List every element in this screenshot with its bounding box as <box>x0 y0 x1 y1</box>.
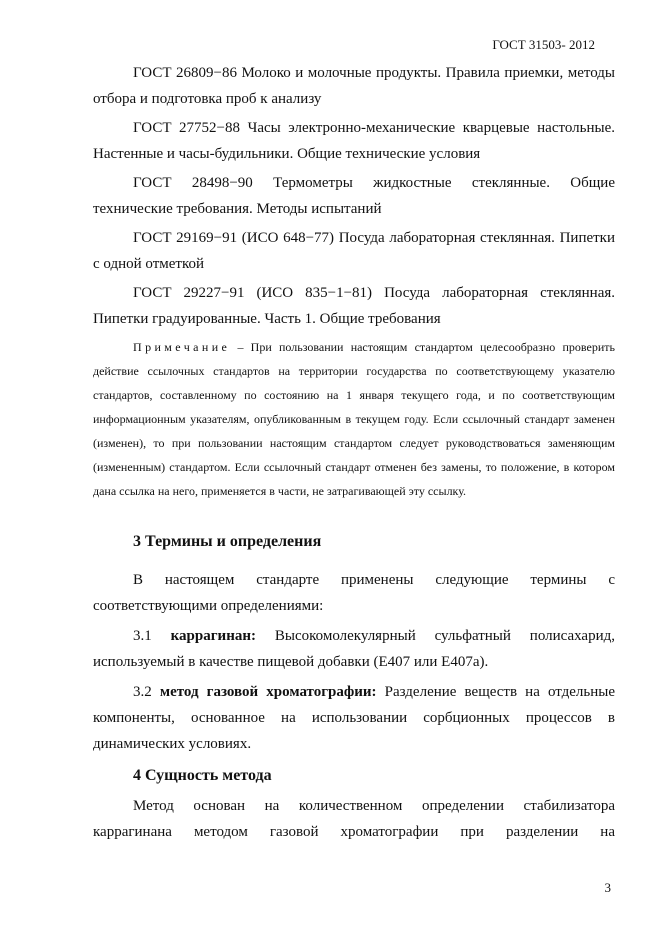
ref-item: ГОСТ 29227−91 (ИСО 835−1−81) Посуда лабораторная стеклянная. Пипетки градуированные. Часть 1. Общие требования <box>93 285 615 327</box>
section3-heading: 3 Термины и определения <box>133 533 322 550</box>
note <box>93 335 615 503</box>
page-number: 3 <box>604 880 611 895</box>
note-text: – При пользовании настоящим стандартом целесообразно проверить действие ссылочных стандартов на территории государства по соответствующему указателю стандартов, составленному по состоянию на 1 января текущего года, и по соответствующим информационным указателям, опубликованным в текущем году. Если ссылочный стандарт заменен (изменен), то при пользовании настоящим стандартом следует руководствоваться заменяющим (измененным) стандартом. Если ссылочный стандарт отменен без замены, то положение, в котором дана ссылка на него, применяется в части, не затрагивающей эту ссылку. <box>93 340 615 498</box>
header-code: ГОСТ 31503- 2012 <box>492 37 595 52</box>
term-item: 3.1 каррагинан: Высокомолекулярный сульфатный полисахарид, используемый в качестве пищевой добавки (Е407 или Е407а). <box>93 628 615 670</box>
term-name: каррагинан: <box>170 628 256 644</box>
note-label: Примечание <box>133 340 231 354</box>
ref-item: ГОСТ 26809−86 Молоко и молочные продукты. Правила приемки, методы отбора и подготовка проб к анализу <box>93 65 615 107</box>
section4-text: Метод основан на количественном определении стабилизатора каррагинана методом газовой хроматографии при разделении на <box>93 798 615 840</box>
ref-item: ГОСТ 28498−90 Термометры жидкостные стеклянные. Общие технические требования. Методы испытаний <box>93 175 615 217</box>
term-item: 3.2 метод газовой хроматографии: Разделение веществ на отдельные компоненты, основанное на использовании сорбционных процессов в динамических условиях. <box>93 684 615 752</box>
page-body <box>93 60 615 845</box>
ref-item: ГОСТ 29169−91 (ИСО 648−77) Посуда лабораторная стеклянная. Пипетки с одной отметкой <box>93 230 615 272</box>
term-name: метод газовой хроматографии: <box>159 684 377 700</box>
section4-heading: 4 Сущность метода <box>133 767 272 784</box>
ref-item: ГОСТ 27752−88 Часы электронно-механические кварцевые настольные. Настенные и часы-будильники. Общие технические условия <box>93 120 615 162</box>
section3-intro: В настоящем стандарте применены следующие термины с соответствующими определениями: <box>93 572 615 614</box>
